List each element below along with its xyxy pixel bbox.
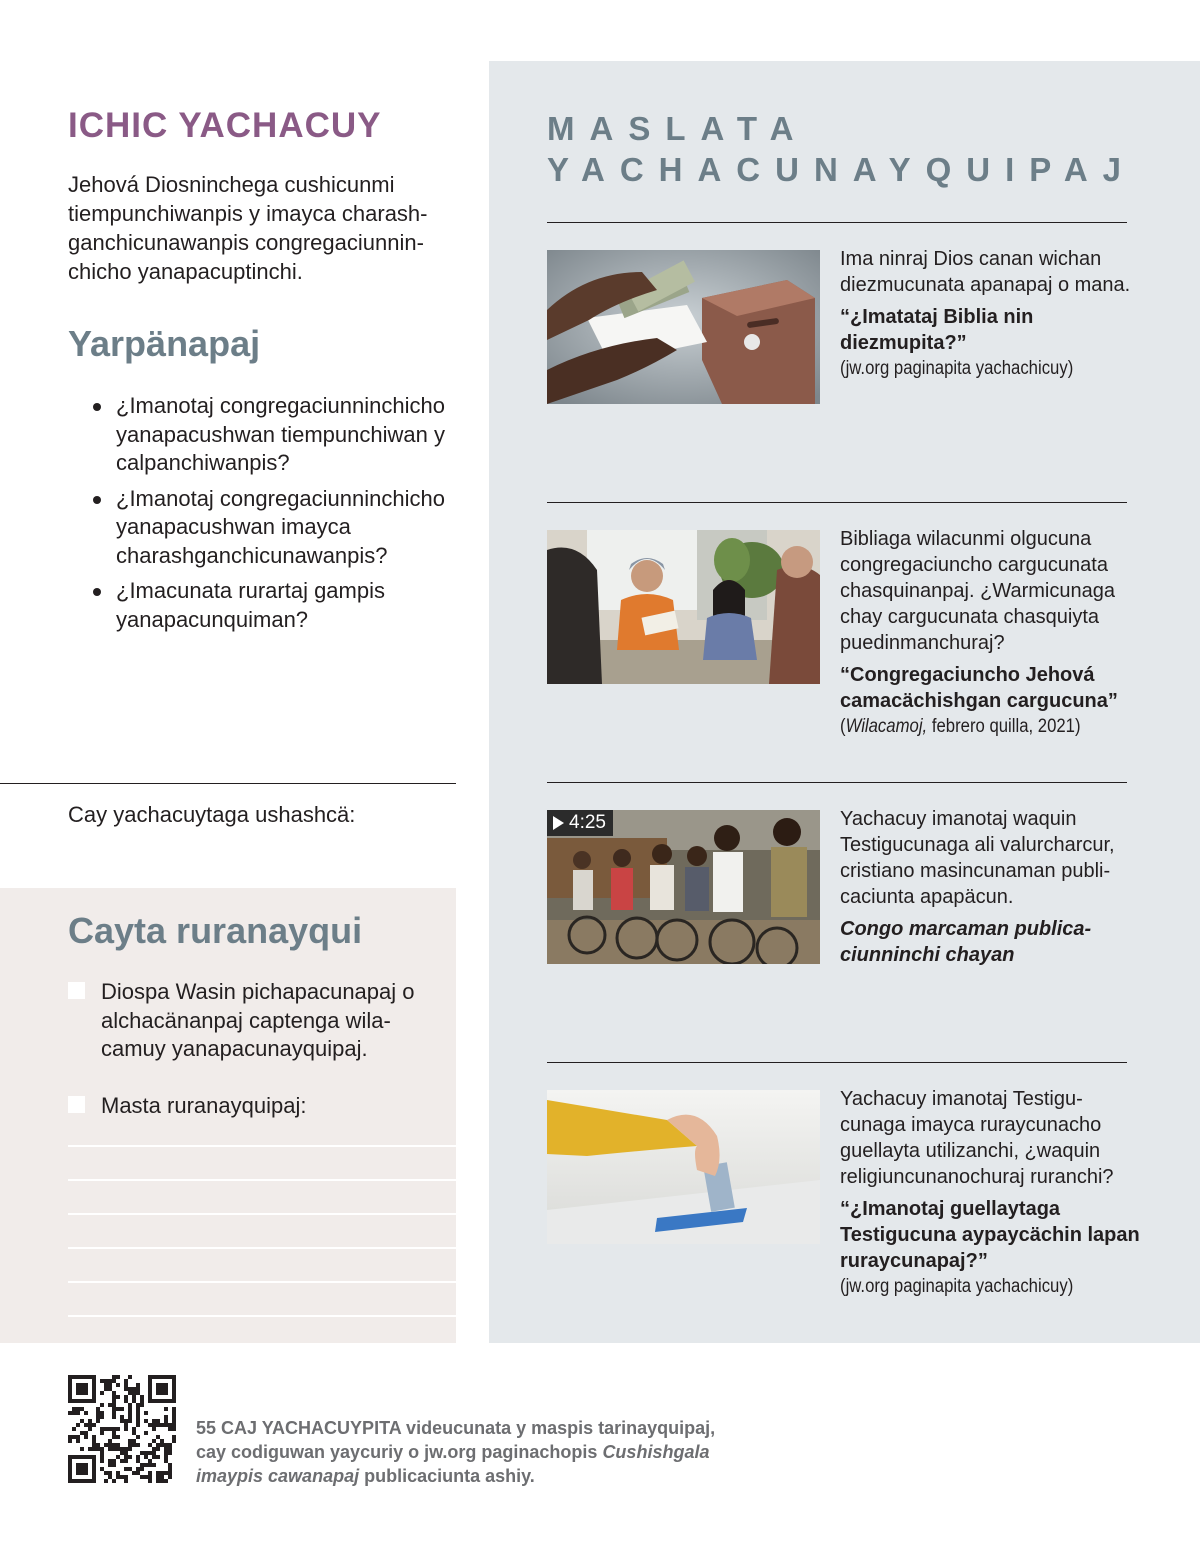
explore-entry: [840, 246, 1140, 382]
write-line[interactable]: [68, 1281, 456, 1283]
review-question: ¿Imanotaj congregaciunninchicho yanapacushwan tiempunchiwan y calpanchiwanpis?: [92, 392, 462, 478]
footer-text: [196, 1416, 716, 1488]
entry-source: (jw.org paginapita yachachicuy): [840, 1276, 1074, 1297]
write-line[interactable]: [68, 1179, 456, 1181]
divider: [547, 502, 1127, 503]
qr-code-icon[interactable]: [68, 1375, 176, 1483]
video-duration-badge[interactable]: [547, 810, 613, 836]
hands-envelope-donation-box-image[interactable]: [547, 250, 820, 404]
footer-text-part2: publicaciunta ashiy.: [359, 1466, 535, 1486]
entry-description: Yachacuy imanotaj waquin Testigucunaga ali valurcharcur, cristiano masincunaman publicaciunta apapäcun.: [840, 808, 1115, 908]
review-heading: Yarpänapaj: [68, 323, 261, 364]
entry-source: [840, 714, 1104, 740]
explore-heading: [547, 108, 1136, 190]
review-question: ¿Imanotaj congregaciunninchicho yanapacushwan imayca charashganchicunawanpis?: [92, 485, 462, 571]
explore-entry: [840, 806, 1140, 968]
entry-title-link[interactable]: “Congregaciuncho Jehová camacächishgan cargucuna”: [840, 664, 1118, 712]
entry-description: Ima ninraj Dios canan wichan diezmucunata apanapaj o mana.: [840, 248, 1131, 296]
divider: [0, 783, 456, 784]
footer-book-title: Cushishgala imaypis cawanapaj: [196, 1442, 710, 1486]
entry-source-date: febrero quilla, 2021): [927, 716, 1081, 737]
entry-source-open: (: [840, 716, 846, 737]
footer-text-part1: 55 CAJ YACHACUYPITA videucunata y maspis tarinayquipaj, cay codiguwan yaycuriy o jw.org paginachopis: [196, 1418, 716, 1462]
explore-entry: [840, 526, 1140, 740]
goal-item: [68, 1092, 448, 1121]
write-line[interactable]: [68, 1315, 456, 1317]
goal-item-label: Masta ruranayquipaj:: [101, 1093, 307, 1118]
explore-heading-line1: MASLATA: [547, 110, 809, 147]
write-line[interactable]: [68, 1247, 456, 1249]
entry-description: Bibliaga wilacunmi olgucuna congregaciuncho cargucunata chasquinanpaj. ¿Warmicunaga chay cargucunata chasquiyta puedinmanchuraj?: [840, 528, 1115, 654]
goal-item: [68, 978, 448, 1064]
divider: [547, 782, 1127, 783]
entry-title-link[interactable]: Congo marcaman publicaciunninchi chayan: [840, 918, 1092, 966]
learned-label: Cay yachacuytaga ushashcä:: [68, 802, 356, 827]
video-duration: 4:25: [569, 812, 606, 833]
entry-source: (jw.org paginapita yachachicuy): [840, 358, 1074, 379]
goal-item-label: Diospa Wasin pichapacunapaj o alchacänanpaj captenga wilacamuy yanapacunayquipaj.: [101, 979, 415, 1061]
entry-source-magazine: Wilacamoj,: [845, 716, 928, 737]
write-line[interactable]: [68, 1145, 456, 1147]
divider: [547, 1062, 1127, 1063]
goal-checkbox[interactable]: [68, 982, 85, 999]
review-questions: [92, 392, 462, 641]
explore-heading-line2: YACHACUNAYQUIPAJ: [547, 151, 1137, 188]
goal-heading: Cayta ruranayqui: [68, 910, 363, 951]
summary-heading: ICHIC YACHACUY: [68, 106, 382, 145]
write-line[interactable]: [68, 1213, 456, 1215]
hand-card-donation-image[interactable]: [547, 1090, 820, 1244]
entry-title-link[interactable]: “¿Imatataj Biblia nin diezmupita?”: [840, 306, 1034, 354]
play-icon: [553, 816, 564, 830]
explore-entry: [840, 1086, 1140, 1300]
summary-text: Jehová Diosninchega cushicunmi tiempunchiwanpis y imayca charashganchicunawanpis congregaciunninchicho yanapacuptinchi.: [68, 172, 428, 284]
entry-description: Yachacuy imanotaj Testigucunaga imayca ruraycunacho guellayta utilizanchi, ¿waquin religiuncunanochuraj ruranchi?: [840, 1088, 1114, 1188]
women-bible-study-image[interactable]: [547, 530, 820, 684]
divider: [547, 222, 1127, 223]
review-question: ¿Imacunata rurartaj gampis yanapacunquiman?: [92, 577, 462, 634]
goal-checkbox[interactable]: [68, 1096, 85, 1113]
entry-title-link[interactable]: “¿Imanotaj guellaytaga Testigucuna aypaycächin lapan ruraycunapaj?”: [840, 1198, 1140, 1272]
